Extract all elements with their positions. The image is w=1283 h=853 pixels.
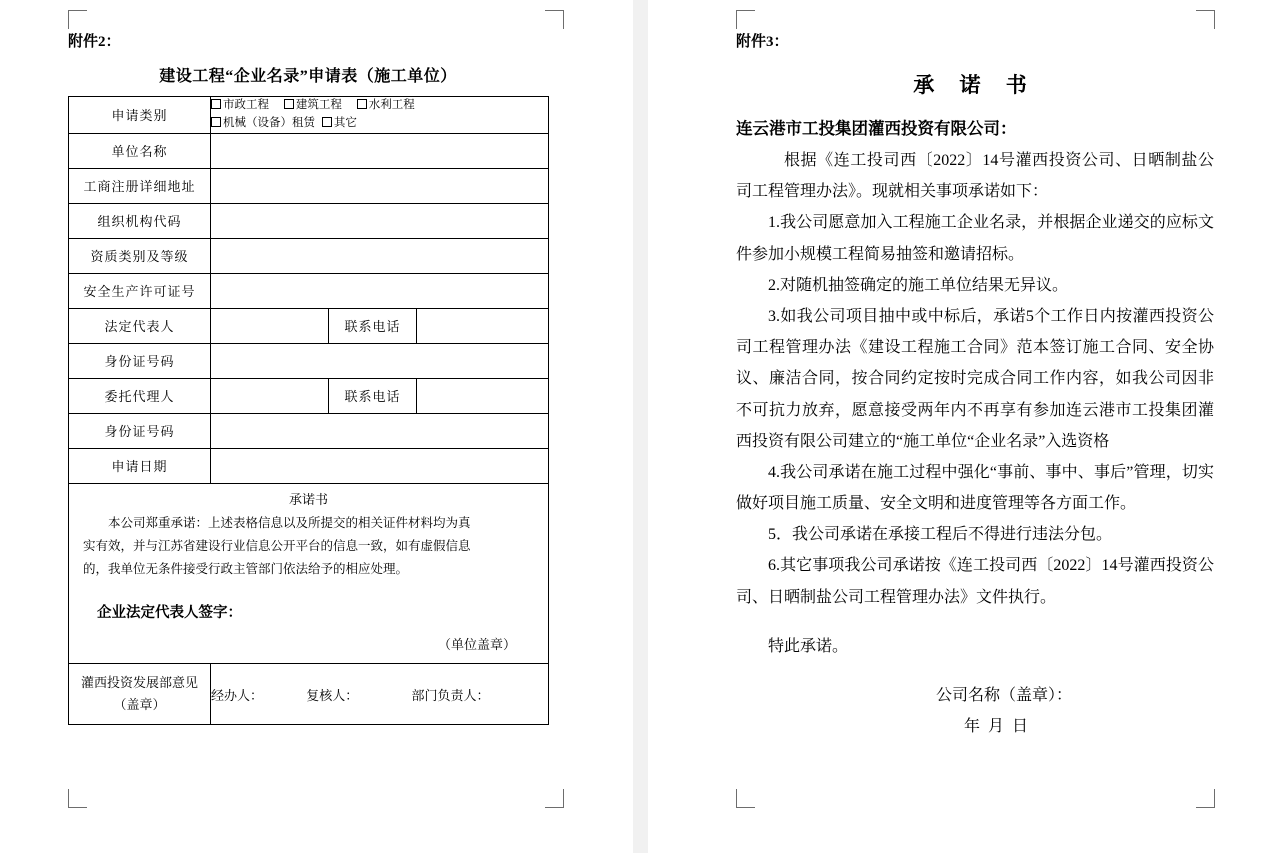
crop-mark-bottom-left (68, 789, 87, 808)
checkbox-icon[interactable] (322, 117, 332, 127)
table-row (69, 273, 549, 308)
category-label: 申请类别 (69, 97, 211, 134)
promise-block-row (69, 483, 549, 663)
agent-id-label: 身份证号码 (69, 413, 211, 448)
handler-label: 经办人： (211, 687, 264, 703)
crop-mark-top-right (1196, 10, 1215, 29)
crop-mark-bottom-left (736, 789, 755, 808)
apply-date-label: 申请日期 (69, 448, 211, 483)
attachment-label-3: 附件3： (736, 34, 789, 50)
promise-text-line-1: 本公司郑重承诺：上述表格信息以及所提交的相关证件材料均为真 (108, 515, 471, 530)
left-page-content (68, 30, 548, 725)
option-other[interactable]: 其它 (322, 117, 357, 129)
agent-id-field[interactable] (211, 413, 549, 448)
table-row (69, 378, 549, 413)
table-row (69, 133, 549, 168)
promise-block (69, 483, 549, 663)
table-row (69, 413, 549, 448)
crop-mark-top-left (736, 10, 755, 29)
table-row (69, 308, 549, 343)
category-options-line-2 (211, 115, 548, 133)
table-row (69, 238, 549, 273)
crop-mark-top-left (68, 10, 87, 29)
option-construction[interactable]: 建筑工程 (284, 99, 342, 111)
promise-text-line-3: 的，我单位无条件接受行政主管部门依法给予的相应处理。 (83, 561, 409, 576)
table-row (69, 203, 549, 238)
option-machinery-rental[interactable]: 机械（设备）租赁 (211, 117, 315, 129)
agent-field[interactable] (211, 378, 329, 413)
promise-text-line-2: 实有效，并与江苏省建设行业信息公开平台的信息一致，如有虚假信息 (83, 538, 471, 553)
crop-mark-top-right (545, 10, 564, 29)
department-opinion-fields (211, 664, 549, 725)
page-right (648, 0, 1283, 853)
legal-rep-field[interactable] (211, 308, 329, 343)
category-options-line-1 (211, 97, 548, 115)
category-options-cell (211, 97, 549, 134)
table-row (69, 97, 549, 134)
qualification-field[interactable] (211, 238, 549, 273)
unit-name-field[interactable] (211, 133, 549, 168)
right-page-content (736, 30, 1214, 742)
date-line: 年 月 日 (964, 718, 1031, 736)
agent-phone-label: 联系电话 (329, 378, 417, 413)
qualification-label: 资质类别及等级 (69, 238, 211, 273)
addressee: 连云港市工投集团灌西投资有限公司： (736, 119, 1017, 138)
agent-label: 委托代理人 (69, 378, 211, 413)
promise-heading: 承诺书 (288, 491, 328, 507)
reviewer-label: 复核人： (306, 687, 359, 703)
company-seal-label: 公司名称（盖章）： (936, 687, 1073, 704)
register-address-field[interactable] (211, 168, 549, 203)
crop-mark-bottom-right (545, 789, 564, 808)
checkbox-icon[interactable] (357, 99, 367, 109)
agent-phone-field[interactable] (417, 378, 549, 413)
table-row (69, 343, 549, 378)
promise-text (69, 510, 548, 587)
org-code-field[interactable] (211, 203, 549, 238)
paragraph-7: 6.其它事项我公司承诺按《连工投司西〔2022〕14号灌西投资公司、日晒制盐公司工程管理办法》文件执行。 (736, 557, 1214, 606)
page-left (0, 0, 633, 853)
table-row (69, 168, 549, 203)
closing-line: 特此承诺。 (768, 637, 849, 655)
form-title: 建设工程“企业名录”申请表（施工单位） (159, 68, 457, 85)
legal-phone-label: 联系电话 (329, 308, 417, 343)
paragraph-2: 1.我公司愿意加入工程施工企业名录，并根据企业递交的应标文件参加小规模工程简易抽签和邀请招标。 (736, 214, 1214, 263)
table-row (69, 448, 549, 483)
safety-license-label: 安全生产许可证号 (69, 273, 211, 308)
safety-license-field[interactable] (211, 273, 549, 308)
checkbox-icon[interactable] (211, 117, 221, 127)
legal-id-label: 身份证号码 (69, 343, 211, 378)
legal-rep-label: 法定代表人 (69, 308, 211, 343)
application-form-table (68, 96, 549, 725)
option-municipal[interactable]: 市政工程 (211, 99, 269, 111)
legal-rep-signature-label: 企业法定代表人签字： (97, 605, 242, 621)
paragraph-5: 4.我公司承诺在施工过程中强化“事前、事中、事后”管理，切实做好项目施工质量、安全文明和进度管理等各方面工作。 (736, 463, 1214, 513)
option-water[interactable]: 水利工程 (357, 99, 415, 111)
paragraph-6: 5．我公司承诺在承接工程后不得进行违法分包。 (768, 526, 1113, 544)
crop-mark-bottom-right (1196, 789, 1215, 808)
spacer (736, 662, 1214, 680)
paragraph-1: 根据《连工投司西〔2022〕14号灌西投资公司、日晒制盐公司工程管理办法》。现就相关事项承诺如下： (736, 152, 1214, 201)
unit-name-label: 单位名称 (69, 133, 211, 168)
legal-id-field[interactable] (211, 343, 549, 378)
department-head-label: 部门负责人： (411, 687, 490, 703)
department-opinion-label: 灌西投资发展部意见（盖章） (69, 664, 211, 725)
attachment-label-2: 附件2： (68, 34, 121, 50)
paragraph-3: 2.对随机抽签确定的施工单位结果无异议。 (768, 276, 1069, 294)
legal-phone-field[interactable] (417, 308, 549, 343)
checkbox-icon[interactable] (211, 99, 221, 109)
checkbox-icon[interactable] (284, 99, 294, 109)
unit-seal-label: （单位盖章） (437, 637, 516, 652)
apply-date-field[interactable] (211, 448, 549, 483)
org-code-label: 组织机构代码 (69, 203, 211, 238)
opinion-row (69, 664, 549, 725)
paragraph-4: 3.如我公司项目抽中或中标后，承诺5个工作日内按灌西投资公司工程管理办法《建设工程施工合同》范本签订施工合同、安全协议、廉洁合同，按合同约定按时完成合同工作内容，如我公司因非不可抗力放弃，愿意接受两年内不再享有参加连云港市工投集团灌西投资有限公司建立的“施工单位“企业名录”入选资格 (736, 307, 1214, 450)
register-address-label: 工商注册详细地址 (69, 168, 211, 203)
commitment-title: 承 诺 书 (913, 73, 1037, 97)
spacer (736, 613, 1214, 631)
